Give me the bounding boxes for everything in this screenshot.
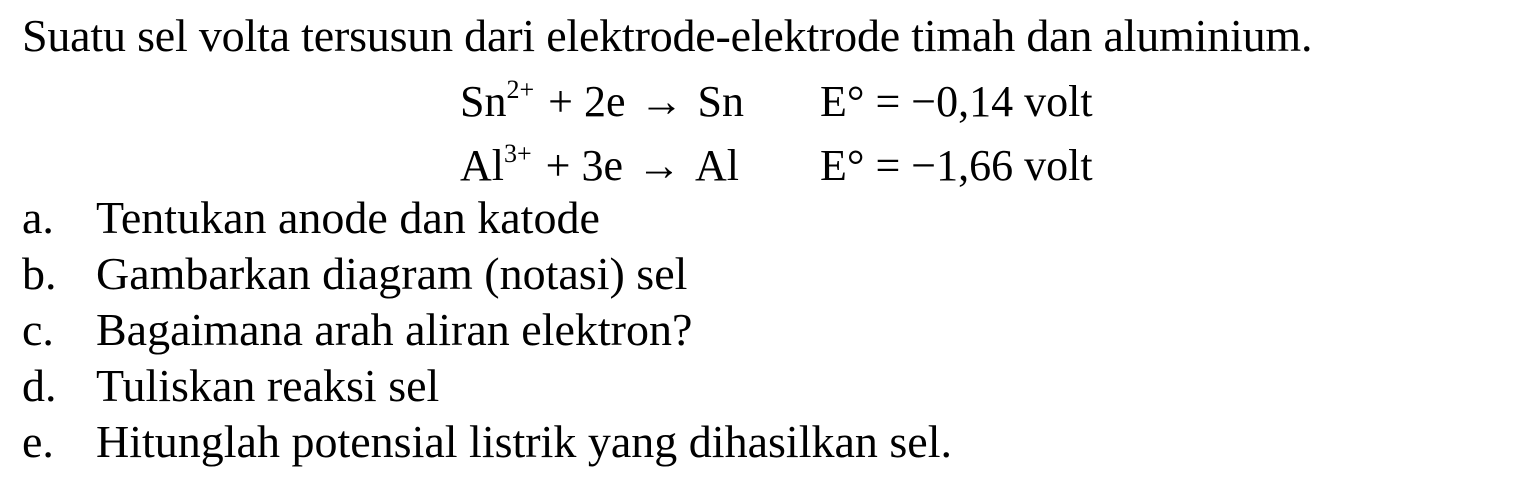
al-standard-potential: E° = −1,66 volt	[820, 141, 1093, 190]
problem-intro: Suatu sel volta tersusun dari elektrode-elektrode timah dan aluminium.	[22, 10, 1313, 61]
question-marker: b.	[22, 248, 57, 299]
question-item-d	[22, 358, 1422, 414]
question-item-c	[22, 302, 1422, 358]
al-electrons: + 3e	[545, 141, 624, 190]
al-reaction-arrow: →	[637, 141, 682, 190]
half-reaction-sn	[460, 70, 1093, 134]
sn-ion-symbol: Sn	[460, 77, 507, 126]
al-ion-symbol: Al	[460, 141, 504, 190]
question-item-b	[22, 246, 1422, 302]
question-text: Gambarkan diagram (notasi) sel	[96, 248, 688, 299]
question-text: Hitunglah potensial listrik yang dihasilkan sel.	[96, 416, 952, 467]
question-marker: d.	[22, 360, 57, 411]
half-reaction-al	[460, 134, 1093, 198]
question-item-e	[22, 414, 1422, 470]
question-text: Bagaimana arah aliran elektron?	[96, 304, 693, 355]
sn-standard-potential: E° = −0,14 volt	[820, 77, 1093, 126]
al-ion-charge: 3+	[504, 139, 532, 168]
question-marker: e.	[22, 416, 54, 467]
half-reaction-equations	[460, 70, 1093, 198]
question-marker: a.	[22, 192, 54, 243]
question-list	[22, 190, 1422, 470]
al-product: Al	[695, 141, 740, 190]
sn-product: Sn	[697, 77, 744, 126]
question-text: Tuliskan reaksi sel	[96, 360, 440, 411]
sn-ion-charge: 2+	[506, 75, 535, 104]
question-text: Tentukan anode dan katode	[96, 192, 600, 243]
half-reaction-sn-equation	[460, 70, 744, 140]
question-marker: c.	[22, 304, 54, 355]
sn-electrons: + 2e	[548, 77, 626, 126]
question-item-a	[22, 190, 1422, 246]
sn-reaction-arrow: →	[639, 77, 684, 126]
